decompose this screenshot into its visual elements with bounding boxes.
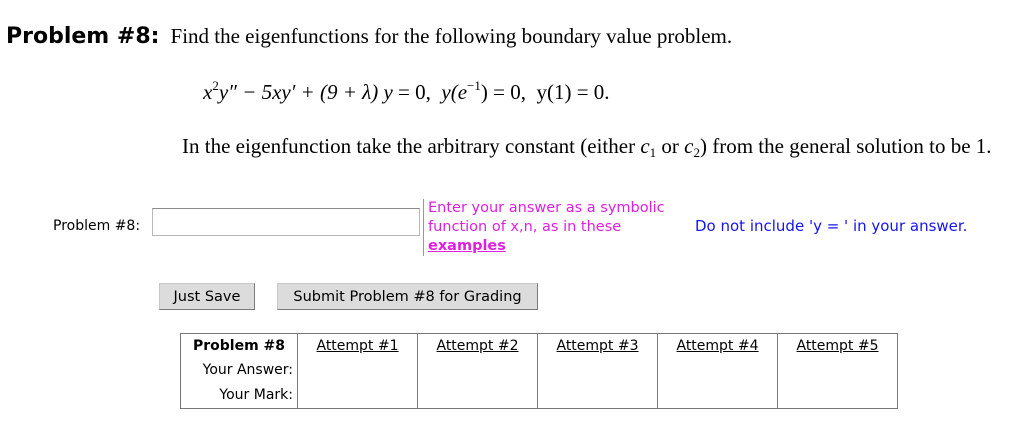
attempt-1-link[interactable]: Attempt #1	[316, 338, 399, 354]
c1-subscript: 1	[649, 145, 657, 160]
attempt-cell-3	[538, 358, 658, 409]
equation	[203, 80, 610, 105]
attempts-header-row	[181, 334, 898, 359]
problem-prompt: Find the eigenfunctions for the following boundary value problem.	[170, 24, 733, 48]
attempt-5-link[interactable]: Attempt #5	[796, 338, 879, 354]
answer-input[interactable]	[152, 208, 420, 236]
instruction-part-2: ) from the general solution to be 1.	[699, 134, 992, 158]
equation-x-exponent: 2	[212, 78, 219, 93]
just-save-button[interactable]: Just Save	[159, 283, 255, 310]
attempt-cell-1	[298, 358, 418, 409]
attempt-header-2	[418, 334, 538, 359]
attempts-table	[180, 333, 898, 409]
c2-symbol: c	[684, 134, 694, 158]
attempt-3-link[interactable]: Attempt #3	[556, 338, 639, 354]
equation-rest: = 0, y(1) = 0.	[487, 80, 610, 104]
problem-heading	[6, 24, 732, 49]
attempt-header-3	[538, 334, 658, 359]
equation-bc1-close: )	[480, 80, 488, 104]
attempt-4-link[interactable]: Attempt #4	[676, 338, 759, 354]
equation-x: x	[203, 80, 213, 104]
your-mark-label: Your Mark:	[219, 387, 293, 403]
attempt-cell-2	[418, 358, 538, 409]
hint-text: Enter your answer as a symbolic function of x,n, as in these	[428, 200, 665, 235]
attempt-header-4	[658, 334, 778, 359]
attempt-2-link[interactable]: Attempt #2	[436, 338, 519, 354]
instruction-part-1: In the eigenfunction take the arbitrary constant (either	[182, 134, 641, 158]
format-note: Do not include 'y = ' in your answer.	[695, 217, 968, 235]
equation-ode: y″ − 5xy′ + (9 + λ) y	[218, 80, 393, 104]
answer-hint	[423, 199, 690, 256]
your-answer-label: Your Answer:	[202, 362, 293, 378]
answer-row	[181, 358, 898, 383]
answer-label: Problem #8:	[53, 218, 141, 234]
instruction-text	[182, 132, 1012, 160]
examples-link[interactable]: examples	[428, 238, 506, 254]
equation-bc1-exponent: −1	[467, 78, 481, 93]
instruction-or: or	[656, 134, 685, 158]
attempt-cell-4	[658, 358, 778, 409]
submit-button[interactable]: Submit Problem #8 for Grading	[277, 283, 538, 310]
equation-equals-1: = 0,	[392, 80, 442, 104]
attempt-cell-5	[778, 358, 898, 409]
attempts-problem-header: Problem #8	[192, 338, 286, 354]
c1-symbol: c	[640, 134, 650, 158]
attempt-header-5	[778, 334, 898, 359]
attempt-header-1	[298, 334, 418, 359]
problem-title: Problem #8:	[6, 24, 160, 49]
c2-subscript: 2	[693, 145, 700, 160]
equation-bc1: y(e	[441, 80, 468, 104]
